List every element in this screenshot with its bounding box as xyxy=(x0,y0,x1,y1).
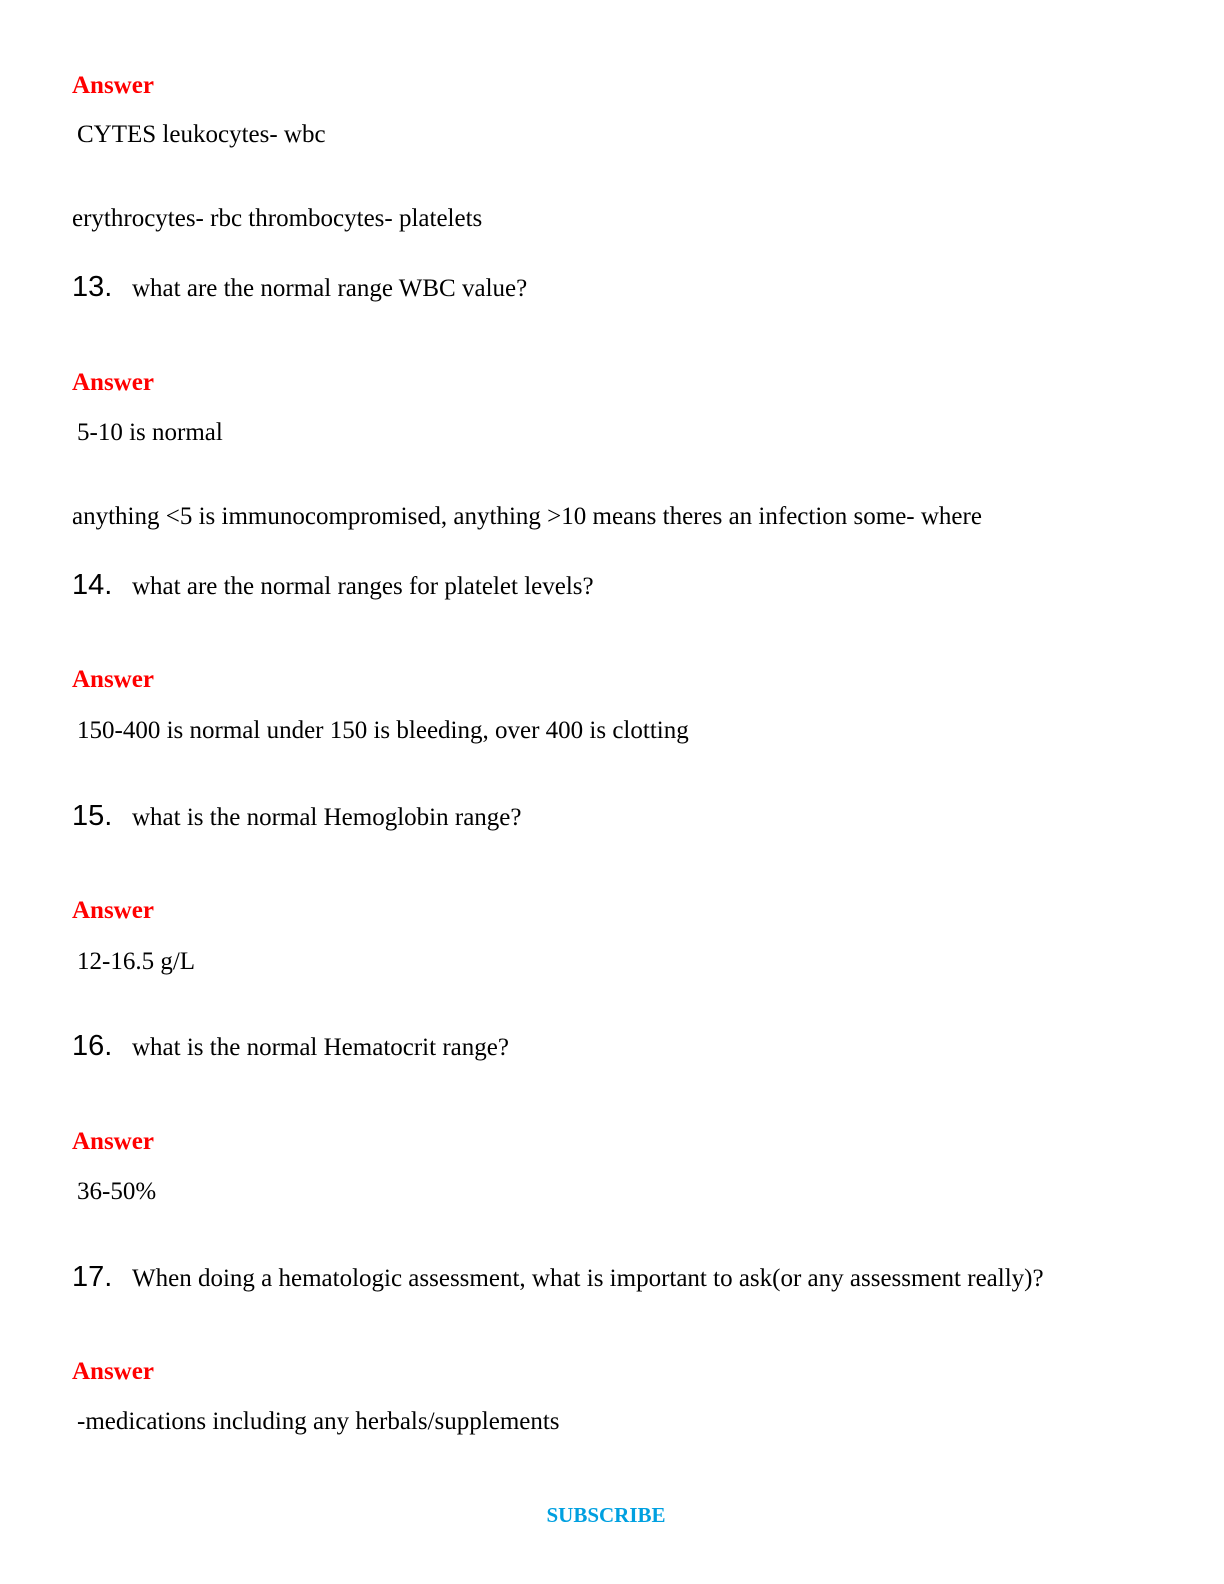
question-text: what are the normal ranges for platelet levels? xyxy=(132,573,594,600)
answer-heading: Answer xyxy=(72,369,154,396)
question-text: When doing a hematologic assessment, what is important to ask(or any assessment really)? xyxy=(132,1265,1044,1292)
question-16 xyxy=(72,1031,509,1063)
question-number: 13. xyxy=(72,271,113,303)
answer-text: anything <5 is immunocompromised, anything >10 means theres an infection some- where xyxy=(72,503,982,530)
answer-text: 36-50% xyxy=(77,1178,157,1205)
answer-heading: Answer xyxy=(72,1358,154,1385)
answer-heading: Answer xyxy=(72,897,154,924)
question-13 xyxy=(72,272,527,304)
question-14 xyxy=(72,570,594,602)
answer-text: erythrocytes- rbc thrombocytes- platelets xyxy=(72,205,483,232)
question-text: what is the normal Hematocrit range? xyxy=(132,1034,509,1061)
question-number: 14. xyxy=(72,569,113,601)
answer-text: -medications including any herbals/supplements xyxy=(77,1408,560,1435)
answer-text: 12-16.5 g/L xyxy=(77,948,196,975)
answer-text: 5-10 is normal xyxy=(77,419,223,446)
question-15 xyxy=(72,801,521,833)
question-number: 17. xyxy=(72,1261,113,1293)
question-number: 16. xyxy=(72,1030,113,1062)
subscribe-link[interactable]: SUBSCRIBE xyxy=(546,1503,666,1527)
answer-heading: Answer xyxy=(72,72,154,99)
answer-heading: Answer xyxy=(72,1128,154,1155)
question-17 xyxy=(72,1262,1044,1294)
answer-text: CYTES leukocytes- wbc xyxy=(77,121,326,148)
answer-text: 150-400 is normal under 150 is bleeding, over 400 is clotting xyxy=(77,717,689,744)
question-text: what is the normal Hemoglobin range? xyxy=(132,804,522,831)
question-text: what are the normal range WBC value? xyxy=(132,275,528,302)
answer-heading: Answer xyxy=(72,666,154,693)
question-number: 15. xyxy=(72,800,113,832)
